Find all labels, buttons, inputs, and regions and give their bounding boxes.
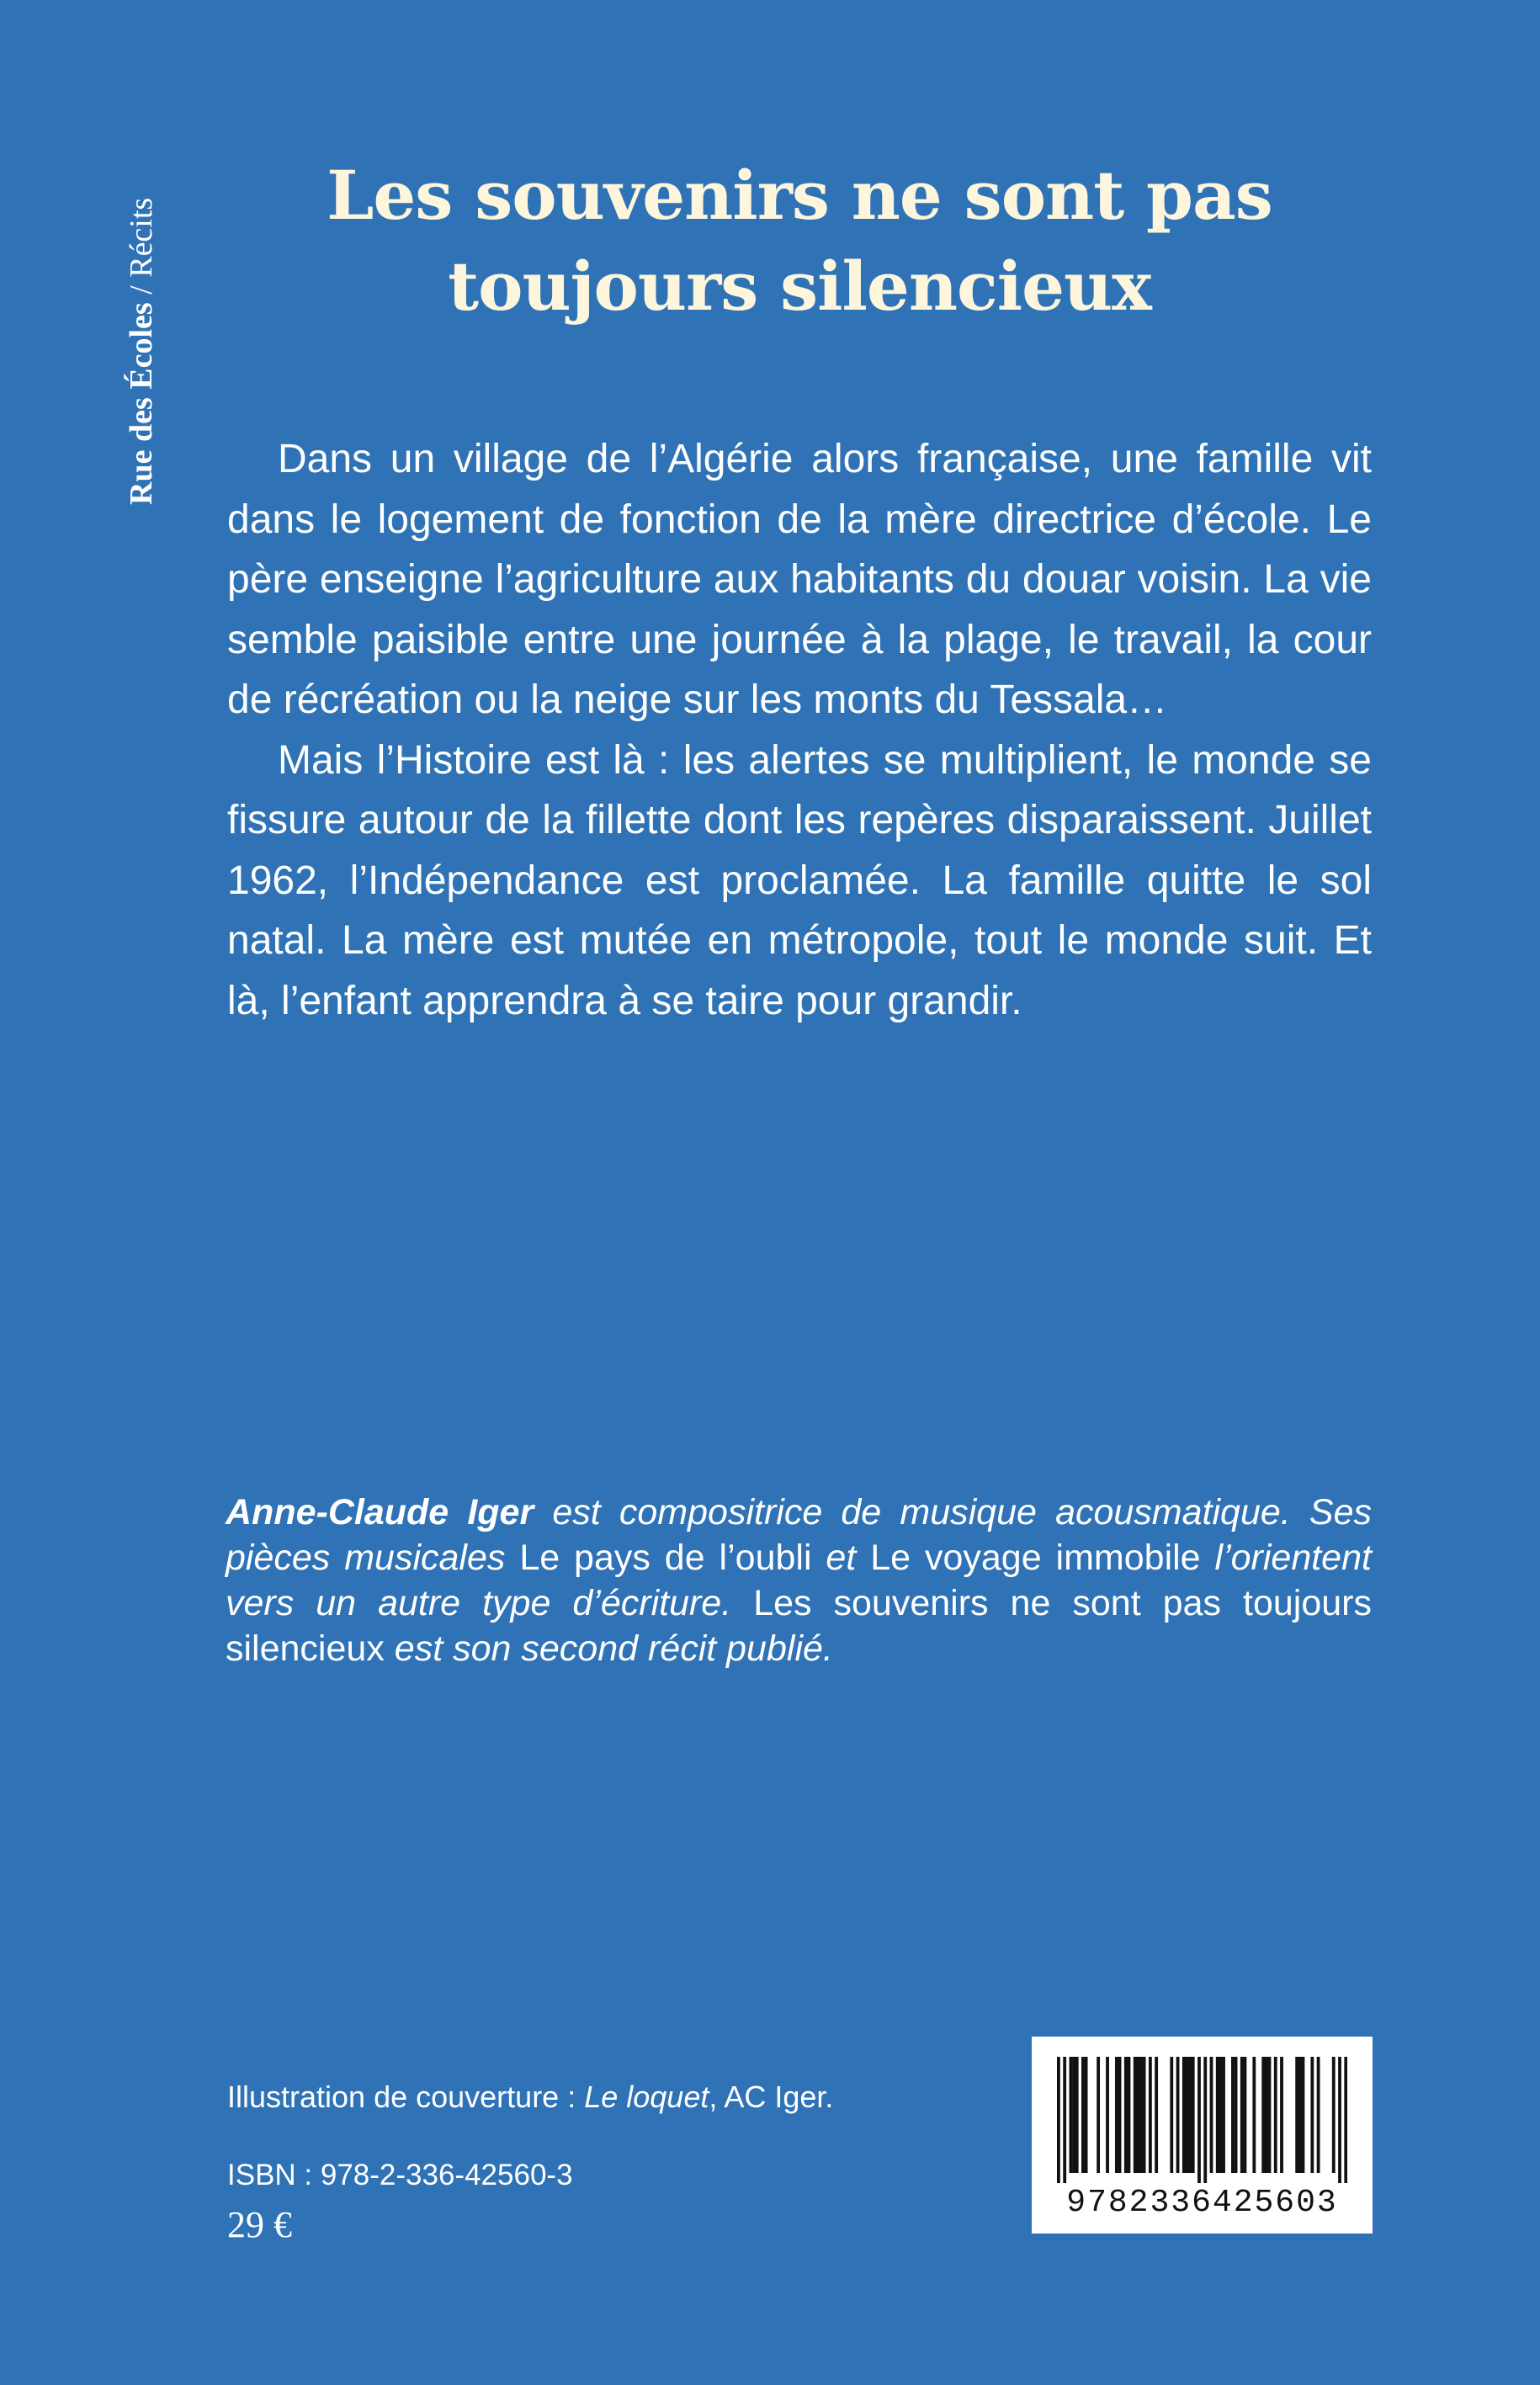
barcode-bar [1063,2057,1066,2183]
credit-work: Le loquet [584,2080,709,2114]
title-line-1: Les souvenirs ne sont pas [327,156,1272,235]
spine-separator: / [124,277,159,303]
barcode-digits: 9782336425603 [1066,2185,1338,2221]
barcode-bar [1072,2057,1075,2173]
price: 29 € [227,2204,292,2245]
barcode-bar [1057,2057,1060,2183]
barcode-bar [1268,2057,1272,2173]
barcode-bar [1186,2057,1189,2173]
bio-text-2: et [811,1538,871,1578]
series-name: Récits [124,197,159,278]
book-title [151,150,1447,332]
barcode-bars [1057,2057,1347,2183]
barcode-bar [1240,2057,1244,2173]
isbn: ISBN : 978-2-336-42560-3 [227,2159,573,2191]
barcode-bar [1280,2057,1283,2173]
barcode-bar [1244,2057,1247,2173]
barcode-bar [1295,2057,1298,2173]
barcode-bar [1139,2057,1143,2173]
barcode-bar [1070,2057,1073,2173]
barcode-bar [1298,2057,1302,2173]
barcode-bar [1344,2057,1347,2183]
barcode-bar [1192,2057,1195,2173]
barcode-bar [1155,2057,1158,2173]
barcode-bar [1235,2057,1238,2173]
barcode-bar [1134,2057,1137,2173]
barcode-bar [1075,2057,1079,2173]
barcode-bar [1332,2057,1336,2173]
barcode-bar [1124,2057,1128,2173]
credit-suffix: , AC Iger. [709,2080,834,2114]
synopsis-paragraph-1: Dans un village de l’Algérie alors française, une famille vit dans le logement de fonction de la mère directrice d’école. Le père enseigne l’agriculture aux habitants du douar voisin. La vie semble paisible entre une journée à la plage, le travail, la cour de récréation ou la neige sur les monts du Tessala… [227,437,1372,722]
credit-prefix: Illustration de couverture : [227,2080,585,2114]
collection-name: Rue des Écoles [124,302,159,505]
bio-text-1: est compositrice de musique acousmatique. Ses pièces musicales [226,1492,1372,1578]
barcode-bar [1085,2057,1088,2173]
barcode-bar [1222,2057,1225,2173]
barcode-bar [1317,2057,1320,2173]
barcode-bar [1265,2057,1268,2173]
synopsis [227,429,1372,1031]
cover-illustration-credit [227,2077,833,2117]
barcode-bar [1216,2057,1219,2173]
barcode-bar [1182,2057,1186,2173]
barcode-bar [1197,2057,1201,2183]
barcode-bar [1274,2057,1277,2173]
synopsis-paragraph-2: Mais l’Histoire est là : les alertes se multiplient, le monde se fissure autour de la fillette dont les repères disparaissent. Juillet 1962, l’Indépendance est proclamée. La famille quitte le sol natal. La mère est mutée en métropole, tout le monde suit. Et là, l’enfant apprendra à se taire pour grandir. [227,737,1372,1023]
barcode-bar [1081,2057,1085,2173]
barcode-bar [1310,2057,1314,2173]
bio-text-4: est son second récit publié. [384,1628,833,1669]
barcode-bar [1097,2057,1100,2173]
title-line-2: toujours silencieux [448,247,1151,326]
author-bio [226,1490,1372,1671]
barcode-bar [1149,2057,1152,2173]
barcode-bar [1252,2057,1256,2173]
barcode-bar [1170,2057,1173,2173]
barcode-bar [1302,2057,1305,2173]
barcode-bar [1176,2057,1180,2173]
barcode-bar [1338,2057,1341,2183]
barcode-bar [1203,2057,1207,2183]
barcode [1032,2037,1373,2234]
barcode-bar [1106,2057,1109,2173]
barcode-bar [1128,2057,1131,2173]
bio-text-3: l’orientent vers un autre type d’écriture. [226,1538,1372,1623]
barcode-bar [1231,2057,1235,2173]
barcode-bar [1143,2057,1146,2173]
barcode-bar [1261,2057,1265,2173]
barcode-bar [1210,2057,1213,2173]
barcode-bar [1118,2057,1122,2173]
barcode-bar [1115,2057,1118,2173]
bio-work-2: Le voyage immobile [870,1538,1201,1578]
bio-work-1: Le pays de l’oubli [519,1538,812,1578]
bio-work-3: Les souvenirs ne sont pas toujours silencieux [226,1583,1372,1669]
barcode-bar [1188,2057,1192,2173]
barcode-bar [1219,2057,1222,2173]
author-name: Anne-Claude Iger [226,1492,534,1532]
barcode-bar [1136,2057,1139,2173]
